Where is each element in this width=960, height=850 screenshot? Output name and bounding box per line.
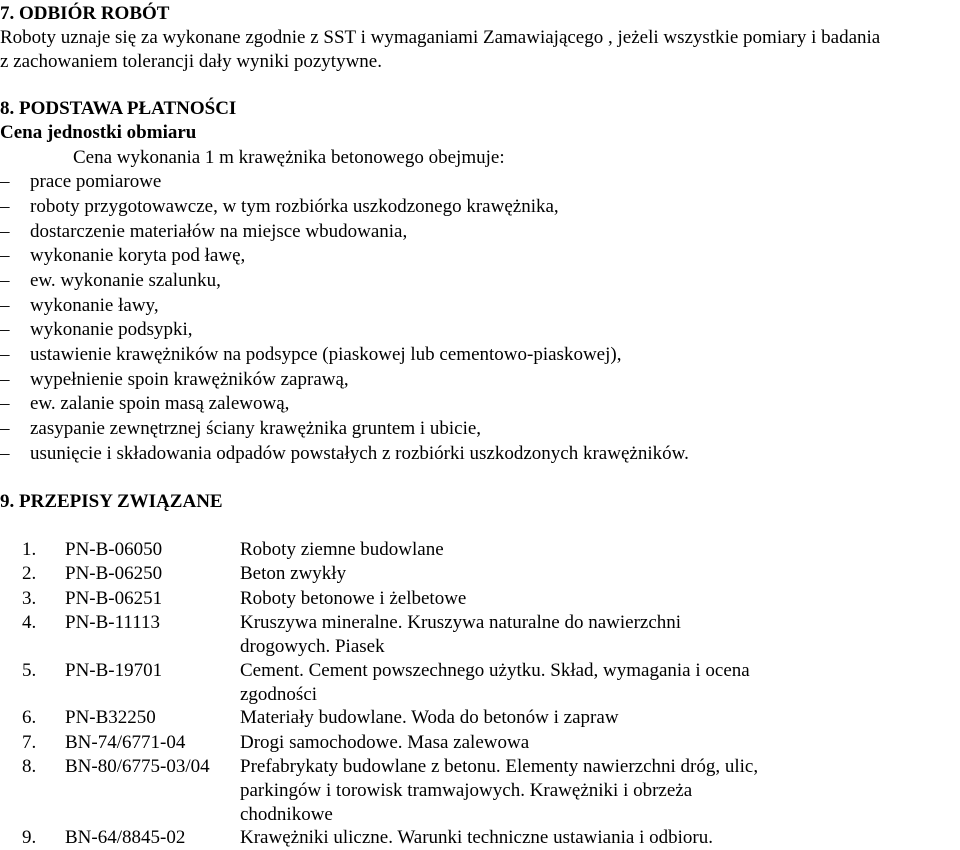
reference-title: Roboty betonowe i żelbetowe <box>240 588 467 609</box>
reference-code: PN-B-11113 <box>65 612 160 633</box>
section-9-heading: 9. PRZEPISY ZWIĄZANE <box>0 491 223 512</box>
reference-code: BN-74/6771-04 <box>65 732 186 753</box>
reference-title: Materiały budowlane. Woda do betonów i zapraw <box>240 707 619 728</box>
section-8-heading: 8. PODSTAWA PŁATNOŚCI <box>0 98 237 119</box>
reference-code: PN-B32250 <box>65 707 156 728</box>
reference-code: PN-B-19701 <box>65 660 163 681</box>
reference-number: 1. <box>22 539 37 560</box>
reference-number: 3. <box>22 588 37 609</box>
reference-title: Kruszywa mineralne. Kruszywa naturalne do nawierzchni drogowych. Piasek <box>240 612 682 657</box>
reference-number: 2. <box>22 563 37 584</box>
reference-number: 5. <box>22 660 37 681</box>
reference-number: 4. <box>22 612 37 633</box>
reference-code: PN-B-06250 <box>65 563 163 584</box>
reference-title: Beton zwykły <box>240 563 347 584</box>
reference-code: PN-B-06050 <box>65 539 163 560</box>
reference-title: Prefabrykaty budowlane z betonu. Elementy nawierzchni dróg, ulic, parkingów i torowisk tramwajowych. Krawężniki i obrzeża chodnikowe <box>240 756 759 825</box>
reference-title: Cement. Cement powszechnego użytku. Skład, wymagania i ocena zgodności <box>240 660 750 705</box>
reference-number: 6. <box>22 707 37 728</box>
reference-number: 8. <box>22 756 37 777</box>
section-7-text-line-1: Roboty uznaje się za wykonane zgodnie z SST i wymaganiami Zamawiającego , jeżeli wszystkie pomiary i badania <box>0 27 881 48</box>
section-7-heading: 7. ODBIÓR ROBÓT <box>0 3 170 24</box>
reference-number: 9. <box>22 827 37 848</box>
reference-code: BN-80/6775-03/04 <box>65 756 210 777</box>
reference-title: Krawężniki uliczne. Warunki techniczne ustawiania i odbioru. <box>240 827 713 848</box>
section-8-intro: Cena wykonania 1 m krawężnika betonowego obejmuje: <box>73 147 505 168</box>
reference-title: Drogi samochodowe. Masa zalewowa <box>240 732 530 753</box>
reference-title: Roboty ziemne budowlane <box>240 539 444 560</box>
document-page: 7. ODBIÓR ROBÓT Roboty uznaje się za wykonane zgodnie z SST i wymaganiami Zamawiającego , jeżeli wszystkie pomiary i badania z zachowaniem tolerancji dały wyniki pozytywne. 8. PODSTAWA PŁATNOŚCI Cena jednostki obmiaru Cena wykonania 1 m krawężnika betonowego obejmuje: – prace pomiarowe – roboty przygotowawcze, w tym rozbiórka uszkodzonego krawężnika, – dostarczenie materiałów na miejsce wbudowania, – wykonanie koryta pod ławę, – ew. wykonanie szalunku, – wykonanie ławy, – wykonanie podsypki, – ustawienie krawężników na podsypce (piaskowej lub cementowo-piaskowej), – wypełnienie spoin krawężników zaprawą, – ew. zalanie spoin masą zalewową, – zasypanie zewnętrznej ściany krawężnika gruntem i ubicie, – usunięcie i składowania odpadów powstałych z rozbiórki uszkodzonych krawężników. 9. PRZEPISY ZWIĄZANE 1. PN-B-06050 Roboty ziemne budowlane 2. PN-B-06250 Beton zwykły 3. PN-B-06251 Roboty betonowe i żelbetowe 4. PN-B-11113 Kruszywa mineralne. Kruszywa naturalne do nawierzchni drogowych. Piasek 5. PN-B-19701 Cement. Cement powszechnego użytku. Skład, wymagania i ocena zgodności 6. PN-B32250 Materiały budowlane. Woda do betonów i zapraw 7. BN-74/6771-04 Drogi samochodowe. Masa zalewowa 8. BN-80/6775-03/04 Prefabrykaty budowlane z betonu. Elementy nawierzchni dróg, ulic, parkingów i torowisk tramwajowych. Krawężniki i obrzeża chodnikowe 9. BN-64/8845-02 Krawężniki uliczne. Warunki techniczne ustawiania i odbioru. <box>0 3 881 848</box>
reference-code: BN-64/8845-02 <box>65 827 186 848</box>
section-7-text-line-2: z zachowaniem tolerancji dały wyniki pozytywne. <box>0 51 382 72</box>
section-8-subheading: Cena jednostki obmiaru <box>0 122 197 143</box>
reference-number: 7. <box>22 732 37 753</box>
reference-code: PN-B-06251 <box>65 588 163 609</box>
